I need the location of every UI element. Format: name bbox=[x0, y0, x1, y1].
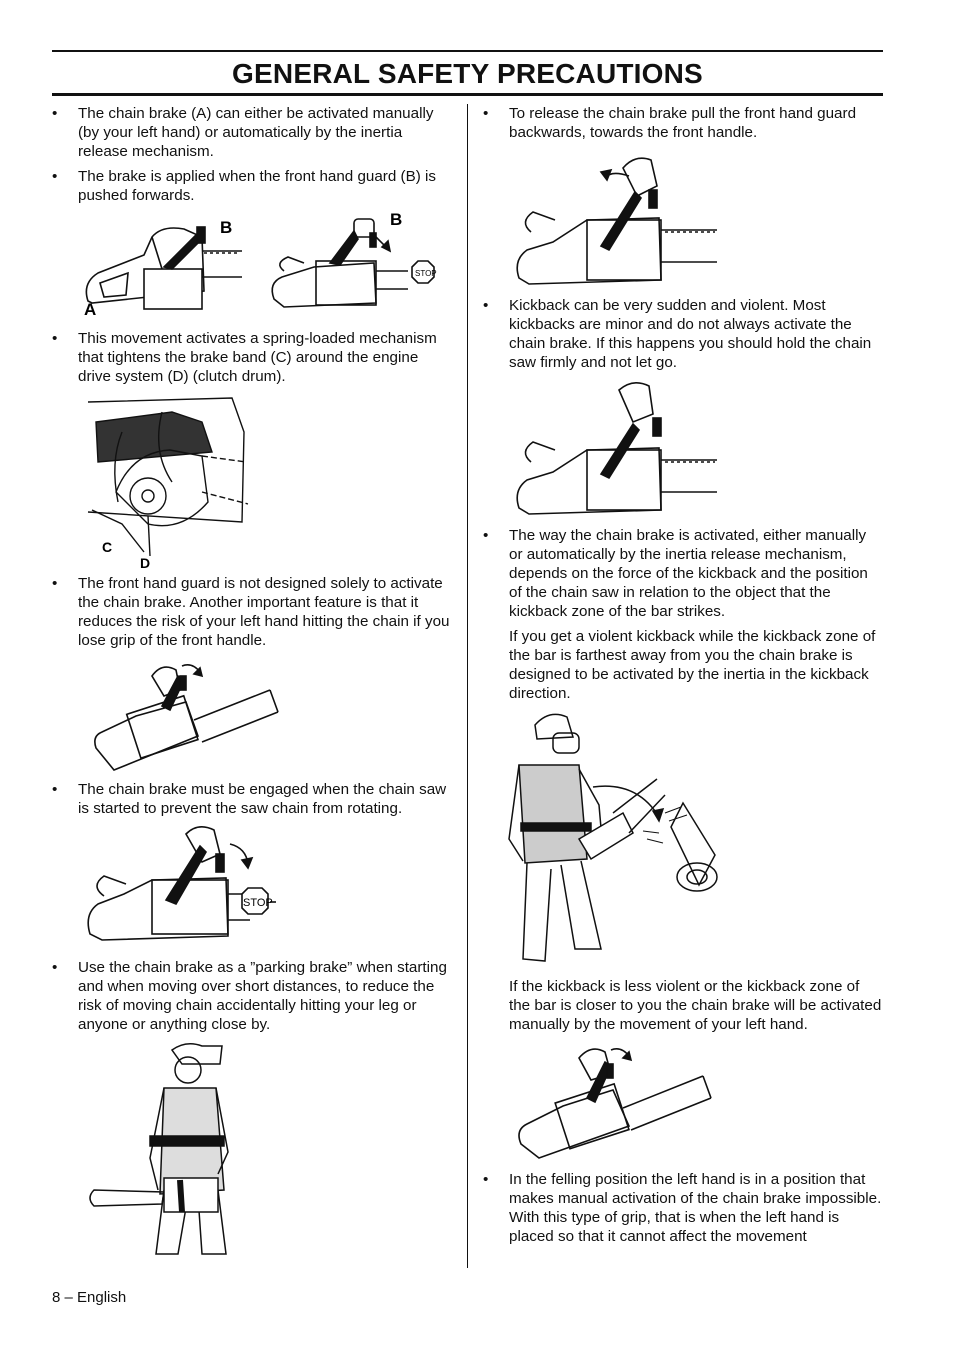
bullet-paragraph bbox=[52, 167, 452, 205]
bullet-icon: • bbox=[483, 297, 489, 314]
label-b: B bbox=[220, 218, 233, 237]
label-d: D bbox=[140, 555, 151, 568]
paragraph-text: The way the chain brake is activated, either manually or automatically by the inertia release mechanism, depends on the force of the kickback and the position of the chain saw in relation to the object that the kickback zone of the bar strikes. bbox=[509, 527, 868, 620]
figure-brake-band bbox=[52, 392, 452, 568]
paragraph-text: The front hand guard is not designed solely to activate the chain brake. Another important feature is that it reduces the risk of your left hand hitting the chain if you lose grip of the front handle. bbox=[78, 575, 450, 649]
start-with-brake-illustration bbox=[52, 824, 452, 952]
brake-band-illustration bbox=[52, 392, 452, 568]
bullet-icon: • bbox=[52, 959, 58, 976]
header-rule-top bbox=[52, 50, 883, 52]
header-rule-bottom bbox=[52, 93, 883, 96]
bullet-paragraph bbox=[483, 526, 883, 621]
figure-hand-guard-labels bbox=[52, 211, 452, 323]
page-footer: 8 – English bbox=[52, 1289, 127, 1306]
stop-sign-text: STOP bbox=[243, 897, 273, 909]
paragraph-continued: If you get a violent kickback while the kickback zone of the bar is farthest away from you the chain brake is designed to be activated by the inertia in the kickback direction. bbox=[509, 628, 876, 702]
bullet-icon: • bbox=[52, 105, 58, 122]
paragraph-text: To release the chain brake pull the front hand guard backwards, towards the front handle. bbox=[509, 105, 857, 141]
paragraph-text: This movement activates a spring-loaded mechanism that tightens the brake band (C) around the engine drive system (D) (clutch drum). bbox=[78, 330, 437, 385]
figure-manual-activation bbox=[483, 1040, 883, 1164]
bullet-paragraph bbox=[52, 780, 452, 818]
paragraph-text: Use the chain brake as a ”parking brake” when starting and when moving over short distances, to reduce the risk of moving chain accidentally hitting your leg or anyone or anything close by. bbox=[78, 959, 447, 1033]
label-a: A bbox=[84, 300, 97, 319]
paragraph-text: In the felling position the left hand is in a position that makes manual activation of the chain brake impossible. With this type of grip, that is when the left hand is placed so that it cannot affect the movement bbox=[509, 1171, 882, 1245]
paragraph-text: The chain brake (A) can either be activated manually (by your left hand) or automatically by the inertia release mechanism. bbox=[78, 105, 434, 160]
bullet-paragraph bbox=[483, 104, 883, 142]
paragraph-text: The brake is applied when the front hand guard (B) is pushed forwards. bbox=[78, 168, 436, 204]
bullet-icon: • bbox=[52, 330, 58, 347]
hand-guard-grip-illustration bbox=[52, 656, 452, 774]
paragraph-text: Kickback can be very sudden and violent. Most kickbacks are minor and do not always activate the chain brake. If this happens you should hold the chain saw firmly and not let go. bbox=[509, 297, 872, 371]
carrying-saw-illustration bbox=[52, 1040, 452, 1270]
figure-release-brake bbox=[483, 148, 883, 290]
bullet-paragraph bbox=[52, 329, 452, 386]
kickback-inertia-illustration bbox=[483, 709, 883, 971]
label-c: C bbox=[102, 539, 113, 555]
kickback-grip-illustration bbox=[483, 378, 883, 520]
bullet-icon: • bbox=[483, 527, 489, 544]
bullet-icon: • bbox=[483, 1171, 489, 1188]
chainsaw-brake-illustration bbox=[52, 211, 452, 323]
release-brake-illustration bbox=[483, 148, 883, 290]
bullet-paragraph bbox=[52, 958, 452, 1034]
bullet-icon: • bbox=[52, 575, 58, 592]
figure-carrying-saw bbox=[52, 1040, 452, 1270]
bullet-paragraph bbox=[483, 296, 883, 372]
bullet-icon: • bbox=[483, 105, 489, 122]
paragraph-continued: If the kickback is less violent or the kickback zone of the bar is closer to you the chain brake will be activated manually by the movement of your left hand. bbox=[509, 978, 882, 1033]
bullet-icon: • bbox=[52, 168, 58, 185]
manual-activation-illustration bbox=[483, 1040, 883, 1164]
figure-start-with-brake bbox=[52, 824, 452, 952]
bullet-icon: • bbox=[52, 781, 58, 798]
figure-kickback-inertia bbox=[483, 709, 883, 971]
bullet-paragraph bbox=[483, 1170, 883, 1246]
left-column bbox=[52, 104, 452, 1276]
bullet-paragraph bbox=[52, 104, 452, 161]
stop-sign-text: STOP bbox=[415, 269, 437, 278]
paragraph-text: The chain brake must be engaged when the chain saw is started to prevent the saw chain from rotating. bbox=[78, 781, 447, 817]
figure-kickback-grip bbox=[483, 378, 883, 520]
figure-hand-guard-grip bbox=[52, 656, 452, 774]
bullet-paragraph bbox=[52, 574, 452, 650]
page-title: GENERAL SAFETY PRECAUTIONS bbox=[232, 58, 703, 89]
right-column bbox=[483, 104, 883, 1252]
column-divider bbox=[467, 104, 468, 1268]
label-b-second: B bbox=[390, 211, 403, 229]
